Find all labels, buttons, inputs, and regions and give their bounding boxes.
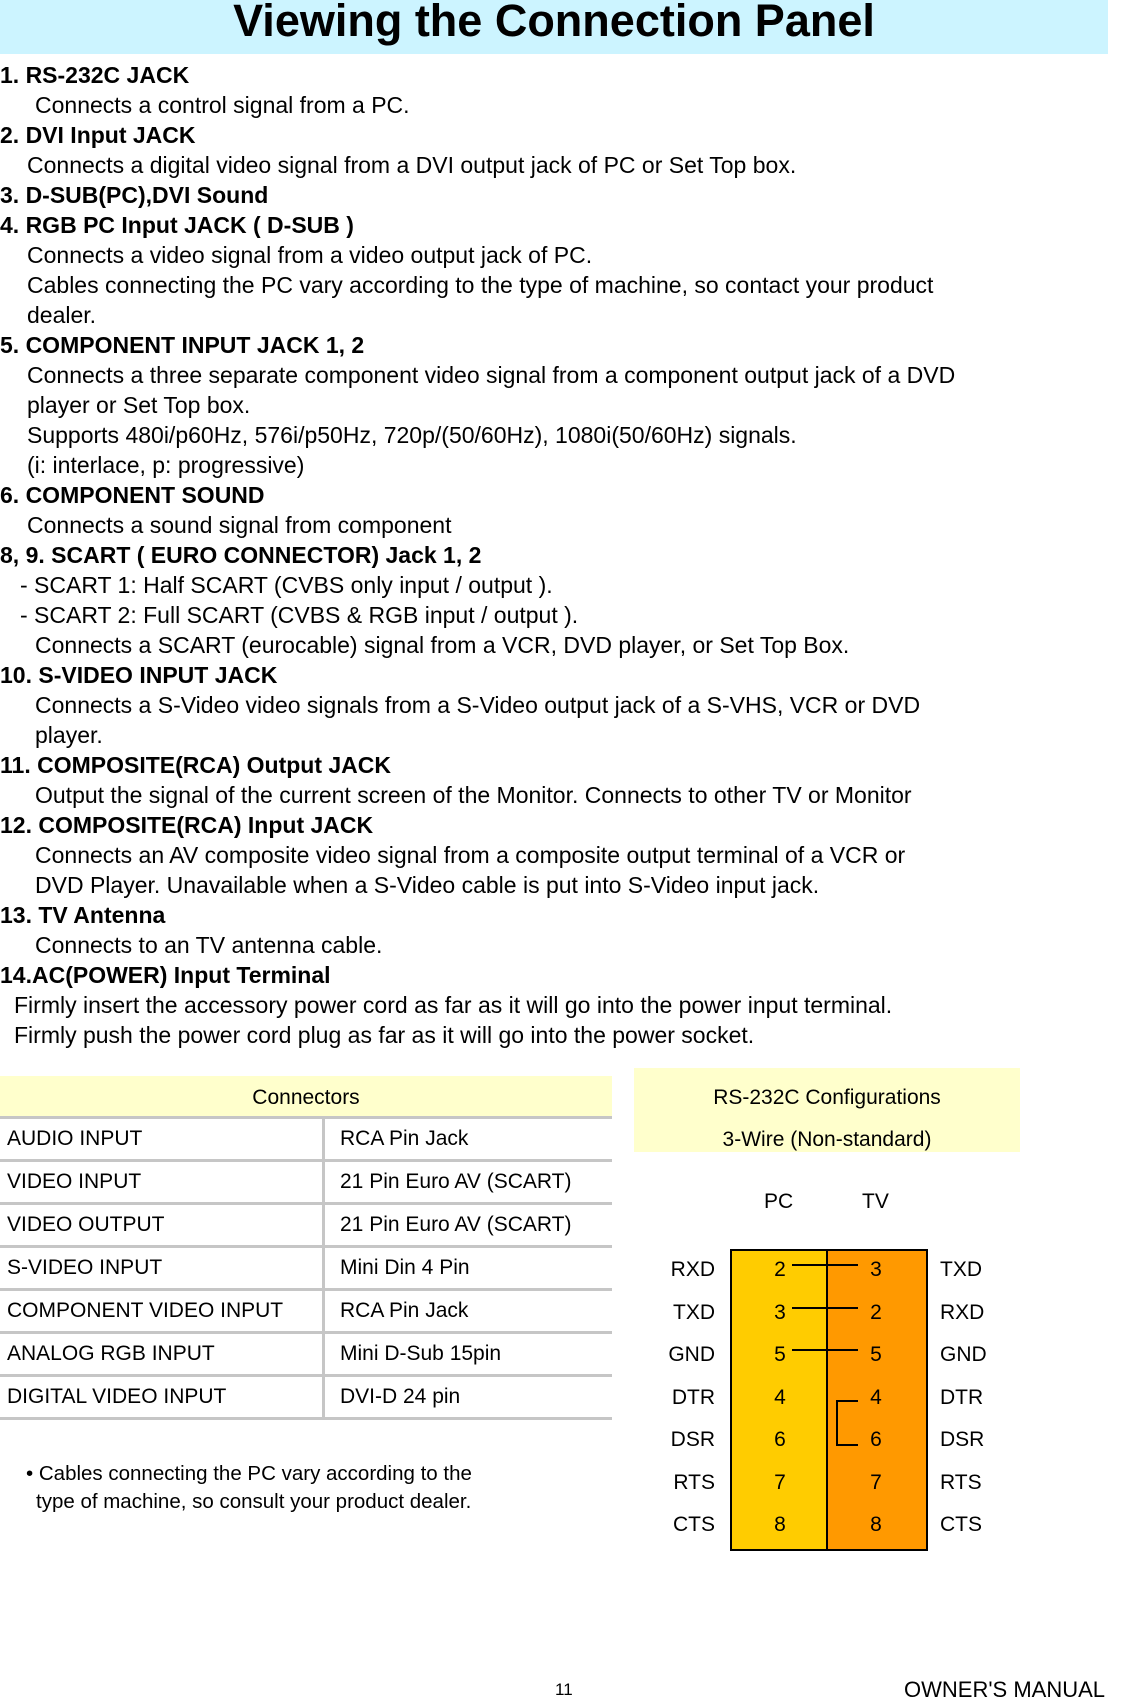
cell-divider bbox=[322, 1119, 325, 1159]
section-text: Cables connecting the PC vary according to the type of machine, so contact your product bbox=[27, 272, 934, 298]
section-text: Connects a three separate component video signal from a component output jack of a DVD bbox=[27, 362, 956, 388]
section-text: Connects a video signal from a video output jack of PC. bbox=[27, 242, 593, 268]
pc-pin: 8 bbox=[774, 1513, 786, 1536]
pc-signal: TXD bbox=[673, 1300, 715, 1324]
pc-signal: CTS bbox=[673, 1513, 715, 1536]
pc-signal: DSR bbox=[670, 1428, 715, 1451]
connector-name: DIGITAL VIDEO INPUT bbox=[7, 1385, 227, 1408]
loopback-dtr-dsr bbox=[836, 1400, 858, 1446]
connector-type: 21 Pin Euro AV (SCART) bbox=[340, 1170, 572, 1193]
wire-rxd-txd bbox=[792, 1264, 858, 1266]
pin-row bbox=[0, 1386, 1132, 1416]
connector-name: ANALOG RGB INPUT bbox=[7, 1342, 215, 1365]
pin-row bbox=[0, 1428, 1132, 1458]
section-heading: 13. TV Antenna bbox=[0, 902, 166, 928]
pc-label: PC bbox=[764, 1190, 794, 1213]
pc-pin: 5 bbox=[774, 1343, 786, 1366]
section-text: Output the signal of the current screen of the Monitor. Connects to other TV or Monitor bbox=[35, 782, 912, 808]
section-text: (i: interlace, p: progressive) bbox=[27, 452, 305, 478]
tv-pin: 2 bbox=[870, 1300, 882, 1324]
wire-txd-rxd bbox=[792, 1307, 858, 1309]
cell-divider bbox=[322, 1162, 325, 1202]
pin-row bbox=[0, 1343, 1132, 1373]
cable-note-line1: • Cables connecting the PC vary according to the bbox=[26, 1462, 472, 1485]
section-text: Firmly push the power cord plug as far as it will go into the power socket. bbox=[14, 1022, 755, 1048]
section-text: Connects a S-Video video signals from a S-Video output jack of a S-VHS, VCR or DVD bbox=[35, 692, 921, 718]
pin-row bbox=[0, 1513, 1132, 1543]
section-heading: 3. D-SUB(PC),DVI Sound bbox=[0, 182, 269, 208]
pc-pin: 4 bbox=[774, 1385, 786, 1409]
section-text: - SCART 1: Half SCART (CVBS only input / output ). bbox=[20, 572, 553, 598]
tv-pin: 4 bbox=[870, 1385, 882, 1409]
table-row bbox=[0, 1119, 612, 1162]
section-text: Connects a SCART (eurocable) signal from a VCR, DVD player, or Set Top Box. bbox=[35, 632, 850, 658]
section-heading: 12. COMPOSITE(RCA) Input JACK bbox=[0, 812, 374, 838]
pc-signal: DTR bbox=[671, 1385, 715, 1409]
tv-pin: 7 bbox=[870, 1470, 882, 1494]
section-text: Connects an AV composite video signal from a composite output terminal of a VCR or bbox=[35, 842, 906, 868]
tv-pin: 5 bbox=[870, 1343, 882, 1366]
section-heading: 10. S-VIDEO INPUT JACK bbox=[0, 662, 278, 688]
tv-pin: 6 bbox=[870, 1428, 882, 1451]
section-text: - SCART 2: Full SCART (CVBS & RGB input / output ). bbox=[20, 602, 579, 628]
pc-pin: 3 bbox=[774, 1300, 786, 1324]
pin-row bbox=[0, 1471, 1132, 1501]
connector-type: Mini D-Sub 15pin bbox=[340, 1342, 502, 1365]
section-text: player or Set Top box. bbox=[27, 392, 251, 418]
pc-signal: RTS bbox=[673, 1470, 715, 1494]
pc-signal: GND bbox=[668, 1343, 715, 1366]
rs232-header bbox=[634, 1068, 1020, 1152]
section-heading: 8, 9. SCART ( EURO CONNECTOR) Jack 1, 2 bbox=[0, 542, 482, 568]
connector-type: 21 Pin Euro AV (SCART) bbox=[340, 1213, 572, 1236]
connector-type: RCA Pin Jack bbox=[340, 1127, 469, 1150]
section-text: dealer. bbox=[27, 302, 97, 328]
table-row bbox=[0, 1205, 612, 1248]
page-number: 11 bbox=[555, 1680, 573, 1699]
manual-label: OWNER'S MANUAL bbox=[904, 1677, 1105, 1702]
tv-pin: 3 bbox=[870, 1258, 882, 1281]
pc-signal: RXD bbox=[670, 1258, 715, 1281]
connector-name: VIDEO OUTPUT bbox=[7, 1213, 165, 1236]
pc-pin: 7 bbox=[774, 1470, 786, 1494]
section-text: Supports 480i/p60Hz, 576i/p50Hz, 720p/(50/60Hz), 1080i(50/60Hz) signals. bbox=[27, 422, 797, 448]
tv-signal: TXD bbox=[940, 1258, 982, 1281]
section-heading: 11. COMPOSITE(RCA) Output JACK bbox=[0, 752, 392, 778]
rs232-title: RS-232C Configurations bbox=[713, 1086, 941, 1109]
connector-type: Mini Din 4 Pin bbox=[340, 1256, 470, 1279]
pc-pin: 2 bbox=[774, 1258, 786, 1281]
section-heading: 4. RGB PC Input JACK ( D-SUB ) bbox=[0, 212, 354, 238]
section-text: Connects a sound signal from component bbox=[27, 512, 452, 538]
section-text: DVD Player. Unavailable when a S-Video cable is put into S-Video input jack. bbox=[35, 872, 820, 898]
section-heading: 5. COMPONENT INPUT JACK 1, 2 bbox=[0, 332, 365, 358]
connector-name: AUDIO INPUT bbox=[7, 1127, 143, 1150]
pc-pin: 6 bbox=[774, 1428, 786, 1451]
connector-name: COMPONENT VIDEO INPUT bbox=[7, 1299, 284, 1322]
tv-signal: CTS bbox=[940, 1513, 982, 1536]
rs232-subtitle: 3-Wire (Non-standard) bbox=[722, 1128, 932, 1151]
connectors-table-header: Connectors bbox=[0, 1076, 612, 1119]
tv-signal: DSR bbox=[940, 1428, 985, 1451]
tv-signal: RXD bbox=[940, 1300, 985, 1324]
connector-name: S-VIDEO INPUT bbox=[7, 1256, 163, 1279]
table-row bbox=[0, 1162, 612, 1205]
connector-type: DVI-D 24 pin bbox=[340, 1385, 461, 1408]
section-text: Connects a digital video signal from a DVI output jack of PC or Set Top box. bbox=[27, 152, 797, 178]
pin-row bbox=[0, 1258, 1132, 1288]
page-title: Viewing the Connection Panel bbox=[0, 0, 1108, 54]
connector-name: VIDEO INPUT bbox=[7, 1170, 142, 1193]
section-text: Connects to an TV antenna cable. bbox=[35, 932, 383, 958]
tv-signal: RTS bbox=[940, 1470, 982, 1494]
section-heading: 1. RS-232C JACK bbox=[0, 62, 190, 88]
cable-note-line2: type of machine, so consult your product dealer. bbox=[36, 1490, 472, 1513]
section-heading: 2. DVI Input JACK bbox=[0, 122, 196, 148]
tv-label: TV bbox=[862, 1190, 889, 1213]
tv-signal: GND bbox=[940, 1343, 987, 1366]
section-text: Firmly insert the accessory power cord as far as it will go into the power input terminal. bbox=[14, 992, 893, 1018]
connector-type: RCA Pin Jack bbox=[340, 1299, 469, 1322]
pin-row bbox=[0, 1301, 1132, 1331]
section-text: player. bbox=[35, 722, 103, 748]
tv-signal: DTR bbox=[940, 1385, 984, 1409]
section-text: Connects a control signal from a PC. bbox=[35, 92, 410, 118]
wire-gnd-gnd bbox=[792, 1349, 858, 1351]
tv-pin: 8 bbox=[870, 1513, 882, 1536]
section-heading: 6. COMPONENT SOUND bbox=[0, 482, 265, 508]
section-heading: 14.AC(POWER) Input Terminal bbox=[0, 962, 331, 988]
cell-divider bbox=[322, 1205, 325, 1245]
